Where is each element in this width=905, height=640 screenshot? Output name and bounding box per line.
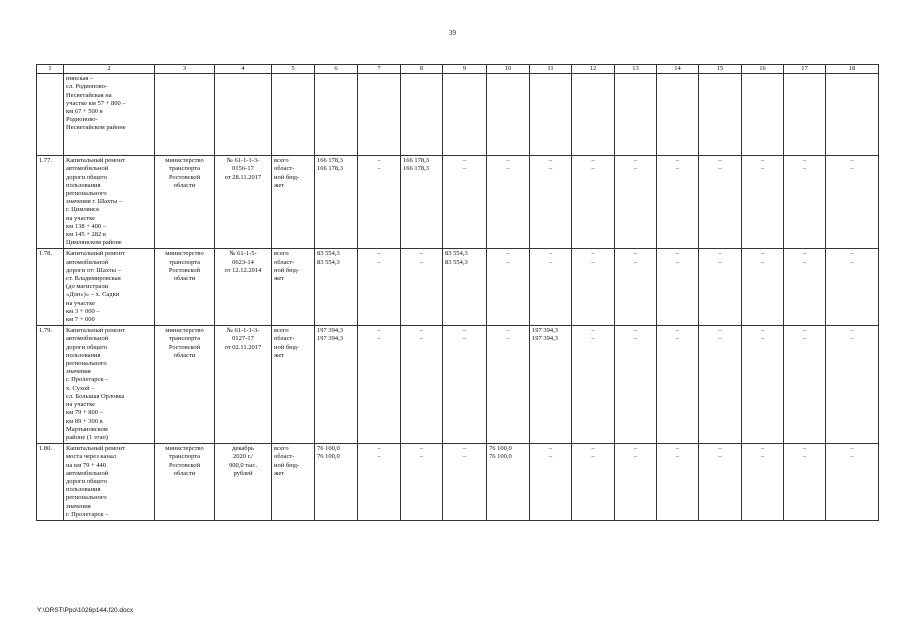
- empty-cell: [530, 74, 572, 156]
- value: –: [850, 335, 854, 343]
- funding-source: [272, 249, 315, 326]
- value: –: [675, 250, 680, 258]
- value: –: [850, 445, 854, 453]
- column-header-18: 18: [826, 65, 879, 74]
- value: –: [633, 335, 638, 343]
- value: –: [377, 250, 381, 258]
- value: –: [591, 445, 595, 453]
- value: –: [419, 327, 424, 335]
- value-cell-col-6: [315, 249, 358, 326]
- customer: министерство транспорта Ростовской области: [155, 444, 215, 521]
- value: –: [760, 453, 765, 461]
- value: –: [850, 157, 854, 165]
- value: –: [802, 453, 807, 461]
- column-header-4: 4: [215, 65, 272, 74]
- document-ref: № 61-1-1-3- 0127-17 от 02.11.2017: [215, 326, 272, 444]
- row-number: [37, 74, 64, 156]
- value-cell-col-9: [443, 156, 487, 249]
- value-cell-col-8: [401, 249, 443, 326]
- value: 83 554,3: [317, 250, 340, 258]
- value: 197 394,3: [317, 335, 343, 343]
- value-cell-col-7: [358, 326, 401, 444]
- value: –: [675, 165, 680, 173]
- empty-cell: [272, 74, 315, 156]
- budget-table: [36, 64, 879, 521]
- value: –: [506, 157, 510, 165]
- value: –: [419, 250, 424, 258]
- value: –: [718, 157, 722, 165]
- row-number: 1.79.: [37, 326, 64, 444]
- object-name: нинская – сл. Родионово- Несветайская на участке км 57 + 800 – км 67 + 500 в Родионово- Несветайском районе: [64, 74, 155, 156]
- column-header-9: 9: [443, 65, 487, 74]
- column-header-7: 7: [358, 65, 401, 74]
- customer: [155, 74, 215, 156]
- table-row: [37, 156, 879, 249]
- value: –: [850, 258, 854, 266]
- value: –: [591, 258, 595, 266]
- customer: министерство транспорта Ростовской области: [155, 249, 215, 326]
- header-row: [37, 65, 879, 74]
- value-cell-col-8: [401, 444, 443, 521]
- value: 166 178,3: [403, 157, 429, 165]
- value: –: [718, 327, 722, 335]
- value: –: [802, 250, 807, 258]
- value-cell-col-7: [358, 156, 401, 249]
- value: –: [633, 157, 638, 165]
- value: –: [633, 165, 638, 173]
- funding-source-label: област- ной бюд- жет: [274, 453, 300, 477]
- value-cell-col-17: [784, 444, 826, 521]
- object-name: Капитальный ремонт автомобильной дороги общего пользования регионального значения г. Пролетарск – х. Сухой – сл. Большая Орловка на участке км 79 + 800 – км 89 + 300 в Мартыновском районе (1 этап): [64, 326, 155, 444]
- column-header-10: 10: [487, 65, 530, 74]
- value-cell-col-6: [315, 156, 358, 249]
- value-cell-col-11: [530, 444, 572, 521]
- value-cell-col-6: [315, 326, 358, 444]
- value: 197 394,3: [317, 327, 343, 335]
- document-ref: [215, 74, 272, 156]
- value: –: [377, 335, 381, 343]
- value: 76 100,0: [489, 445, 512, 453]
- document-ref: № 61-1-5- 0623-14 от 12.12.2014: [215, 249, 272, 326]
- value: –: [591, 157, 595, 165]
- value: –: [802, 327, 807, 335]
- value: 197 394,3: [532, 327, 558, 335]
- value: 83 554,3: [317, 258, 340, 266]
- value: –: [548, 258, 553, 266]
- value: –: [760, 157, 765, 165]
- value: –: [633, 445, 638, 453]
- value: –: [506, 250, 510, 258]
- value: –: [377, 157, 381, 165]
- empty-cell: [572, 74, 615, 156]
- value: –: [760, 335, 765, 343]
- column-header-13: 13: [615, 65, 657, 74]
- column-header-17: 17: [784, 65, 826, 74]
- column-header-3: 3: [155, 65, 215, 74]
- value: –: [802, 157, 807, 165]
- funding-source-label: област- ной бюд- жет: [274, 165, 300, 189]
- value-cell-col-12: [572, 156, 615, 249]
- value: –: [548, 157, 553, 165]
- value-cell-col-14: [657, 326, 699, 444]
- value: –: [633, 258, 638, 266]
- value: –: [718, 453, 722, 461]
- column-header-14: 14: [657, 65, 699, 74]
- value: –: [675, 327, 680, 335]
- funding-source: [272, 156, 315, 249]
- empty-cell: [487, 74, 530, 156]
- customer: министерство транспорта Ростовской области: [155, 156, 215, 249]
- funding-source-label: всего: [274, 445, 289, 453]
- value: –: [760, 445, 765, 453]
- empty-cell: [615, 74, 657, 156]
- value: –: [462, 335, 467, 343]
- document-ref: декабрь 2020 г./ 900,0 тыс. рублей: [215, 444, 272, 521]
- value-cell-col-17: [784, 326, 826, 444]
- row-number: 1.77.: [37, 156, 64, 249]
- funding-source-label: област- ной бюд- жет: [274, 258, 300, 283]
- value: –: [675, 335, 680, 343]
- value-cell-col-15: [699, 326, 742, 444]
- empty-cell: [826, 74, 879, 156]
- value-cell-col-7: [358, 444, 401, 521]
- value: –: [506, 327, 510, 335]
- value-cell-col-10: [487, 249, 530, 326]
- value: –: [462, 445, 467, 453]
- value: –: [591, 165, 595, 173]
- value: –: [633, 327, 638, 335]
- column-header-11: 11: [530, 65, 572, 74]
- column-header-16: 16: [742, 65, 784, 74]
- empty-cell: [784, 74, 826, 156]
- value: 76 100,0: [317, 445, 340, 453]
- value: –: [760, 327, 765, 335]
- value: –: [633, 250, 638, 258]
- value: 166 178,3: [317, 157, 343, 165]
- value: 76 100,0: [489, 453, 512, 461]
- value: –: [718, 165, 722, 173]
- value-cell-col-16: [742, 444, 784, 521]
- value-cell-col-9: [443, 249, 487, 326]
- value-cell-col-16: [742, 249, 784, 326]
- value: –: [548, 453, 553, 461]
- value-cell-col-18: [826, 326, 879, 444]
- empty-cell: [401, 74, 443, 156]
- value-cell-col-14: [657, 156, 699, 249]
- funding-source: [272, 444, 315, 521]
- empty-cell: [315, 74, 358, 156]
- empty-cell: [358, 74, 401, 156]
- value: –: [591, 250, 595, 258]
- value-cell-col-14: [657, 444, 699, 521]
- value: –: [548, 165, 553, 173]
- empty-cell: [699, 74, 742, 156]
- value-cell-col-13: [615, 156, 657, 249]
- column-header-5: 5: [272, 65, 315, 74]
- value: –: [591, 453, 595, 461]
- value-cell-col-17: [784, 249, 826, 326]
- value: –: [377, 258, 381, 266]
- value: –: [591, 327, 595, 335]
- value-cell-col-8: [401, 326, 443, 444]
- funding-source-label: област- ной бюд- жет: [274, 335, 300, 359]
- value-cell-col-10: [487, 444, 530, 521]
- value-cell-col-15: [699, 249, 742, 326]
- value-cell-col-18: [826, 444, 879, 521]
- value: –: [850, 327, 854, 335]
- value: –: [760, 258, 765, 266]
- value: –: [377, 445, 381, 453]
- value: –: [718, 335, 722, 343]
- value: –: [718, 250, 722, 258]
- footer-file-path: Y:\ORST\Ppo\1026p144.f20.docx: [37, 607, 134, 614]
- value-cell-col-9: [443, 326, 487, 444]
- value-cell-col-14: [657, 249, 699, 326]
- value-cell-col-10: [487, 156, 530, 249]
- value-cell-col-13: [615, 249, 657, 326]
- value: –: [675, 445, 680, 453]
- column-header-1: 1: [37, 65, 64, 74]
- table-row: [37, 74, 879, 156]
- value: –: [760, 165, 765, 173]
- value-cell-col-13: [615, 444, 657, 521]
- value-cell-col-15: [699, 444, 742, 521]
- customer: министерство транспорта Ростовской области: [155, 326, 215, 444]
- value: –: [419, 258, 424, 266]
- value-cell-col-18: [826, 156, 879, 249]
- value: –: [377, 165, 381, 173]
- value-cell-col-17: [784, 156, 826, 249]
- column-header-12: 12: [572, 65, 615, 74]
- row-number: 1.78.: [37, 249, 64, 326]
- value: –: [548, 250, 553, 258]
- value: –: [718, 258, 722, 266]
- value: –: [718, 445, 722, 453]
- value-cell-col-12: [572, 326, 615, 444]
- value: –: [802, 258, 807, 266]
- value-cell-col-7: [358, 249, 401, 326]
- value: –: [548, 445, 553, 453]
- value: 166 178,3: [403, 165, 429, 173]
- value-cell-col-12: [572, 249, 615, 326]
- value: –: [462, 327, 467, 335]
- value-cell-col-10: [487, 326, 530, 444]
- value: 83 554,3: [445, 250, 468, 258]
- value: –: [506, 165, 510, 173]
- value: –: [850, 165, 854, 173]
- funding-source: [272, 326, 315, 444]
- value-cell-col-18: [826, 249, 879, 326]
- value: –: [760, 250, 765, 258]
- value: –: [802, 445, 807, 453]
- value: –: [850, 250, 854, 258]
- value: –: [633, 453, 638, 461]
- value: 166 178,3: [317, 165, 343, 173]
- funding-source-label: всего: [274, 157, 289, 165]
- column-header-8: 8: [401, 65, 443, 74]
- empty-cell: [657, 74, 699, 156]
- page-number: 39: [449, 29, 456, 37]
- value-cell-col-16: [742, 156, 784, 249]
- value: 197 394,3: [532, 335, 558, 343]
- value: –: [506, 258, 510, 266]
- value: –: [802, 335, 807, 343]
- value: –: [675, 157, 680, 165]
- value: –: [377, 453, 381, 461]
- table-row: [37, 444, 879, 521]
- value: –: [462, 157, 467, 165]
- table-row: [37, 326, 879, 444]
- value: –: [419, 335, 424, 343]
- table-row: [37, 249, 879, 326]
- value: –: [850, 453, 854, 461]
- value: –: [419, 445, 424, 453]
- value: –: [675, 258, 680, 266]
- value-cell-col-11: [530, 249, 572, 326]
- value-cell-col-12: [572, 444, 615, 521]
- value-cell-col-6: [315, 444, 358, 521]
- document-ref: № 61-1-1-3- 0156-17 от 28.11.2017: [215, 156, 272, 249]
- value-cell-col-15: [699, 156, 742, 249]
- empty-cell: [443, 74, 487, 156]
- empty-cell: [742, 74, 784, 156]
- value-cell-col-9: [443, 444, 487, 521]
- column-header-6: 6: [315, 65, 358, 74]
- value-cell-col-11: [530, 156, 572, 249]
- value: 76 100,0: [317, 453, 340, 461]
- object-name: Капитальный ремонт автомобильной дороги от: Шахты – ст. Владимировская (до магистрали «Дон»)» – х. Садки на участке км 3 + 000 – км 7 + 000: [64, 249, 155, 326]
- column-header-2: 2: [64, 65, 155, 74]
- value: –: [377, 327, 381, 335]
- value: –: [462, 453, 467, 461]
- column-header-15: 15: [699, 65, 742, 74]
- value-cell-col-13: [615, 326, 657, 444]
- funding-source-label: всего: [274, 250, 289, 258]
- value: –: [462, 165, 467, 173]
- value: –: [419, 453, 424, 461]
- value: 83 554,3: [445, 258, 468, 266]
- value: –: [506, 335, 510, 343]
- object-name: Капитальный ремонт моста через канал на км 79 + 440 автомобильной дороги общего пользования регионального значения г. Пролетарск –: [64, 444, 155, 521]
- value: –: [591, 335, 595, 343]
- value: –: [675, 453, 680, 461]
- value-cell-col-8: [401, 156, 443, 249]
- object-name: Капитальный ремонт автомобильной дороги общего пользования регионального значения г. Шахты – г. Цимлянск на участке км 138 + 400 – км 145 + 282 в Цимлянском районе: [64, 156, 155, 249]
- value: –: [802, 165, 807, 173]
- row-number: 1.80.: [37, 444, 64, 521]
- funding-source-label: всего: [274, 327, 289, 335]
- value-cell-col-16: [742, 326, 784, 444]
- value-cell-col-11: [530, 326, 572, 444]
